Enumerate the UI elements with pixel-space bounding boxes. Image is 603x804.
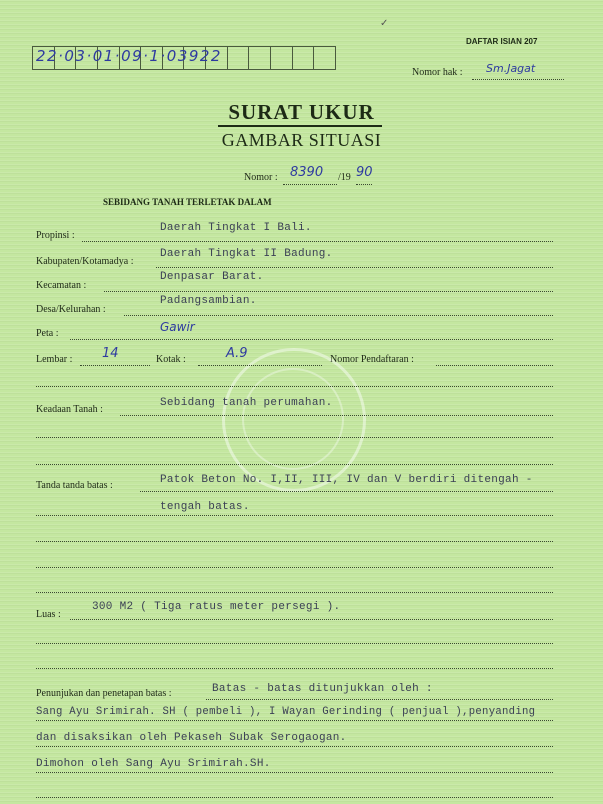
peta-line bbox=[70, 339, 553, 340]
blank-line bbox=[36, 772, 553, 773]
blank-line bbox=[36, 592, 553, 593]
nomor-hak-value: Sm.Jagat bbox=[486, 62, 536, 75]
blank-line bbox=[36, 386, 553, 387]
lembar-line bbox=[80, 365, 150, 366]
blank-line bbox=[36, 541, 553, 542]
penunjukan-line bbox=[206, 699, 553, 700]
penunjukan-label: Penunjukan dan penetapan batas : bbox=[36, 688, 172, 699]
blank-line bbox=[36, 668, 553, 669]
tanda-batas-line2: tengah batas. bbox=[160, 501, 250, 513]
kecamatan-line bbox=[104, 291, 553, 292]
form-code: DAFTAR ISIAN 207 bbox=[466, 37, 538, 46]
blank-line bbox=[36, 720, 553, 721]
year-line bbox=[356, 184, 372, 185]
tanda-batas-line bbox=[140, 491, 553, 492]
blank-line bbox=[36, 437, 553, 438]
blank-line bbox=[36, 515, 553, 516]
blank-line bbox=[36, 746, 553, 747]
desa-line bbox=[124, 315, 553, 316]
penunjukan-line3: dan disaksikan oleh Pekaseh Subak Serogaogan. bbox=[36, 732, 347, 744]
year-value: 90 bbox=[356, 165, 373, 180]
keadaan-label: Keadaan Tanah : bbox=[36, 404, 103, 415]
nomor-hak-line bbox=[472, 79, 564, 80]
kabupaten-value: Daerah Tingkat II Badung. bbox=[160, 248, 333, 260]
nomor-pendaftaran-line bbox=[436, 365, 553, 366]
blank-line bbox=[36, 797, 553, 798]
document-title: SURAT UKUR bbox=[228, 100, 375, 124]
land-code: 22·03·01·09·1·03922 bbox=[36, 47, 222, 65]
blank-line bbox=[36, 643, 553, 644]
propinsi-value: Daerah Tingkat I Bali. bbox=[160, 222, 312, 234]
official-seal-inner bbox=[242, 368, 344, 470]
desa-label: Desa/Kelurahan : bbox=[36, 304, 106, 315]
luas-line bbox=[70, 619, 553, 620]
kotak-line bbox=[198, 365, 322, 366]
luas-label: Luas : bbox=[36, 609, 61, 620]
blank-line bbox=[36, 567, 553, 568]
luas-value: 300 M2 ( Tiga ratus meter persegi ). bbox=[92, 601, 341, 613]
lembar-value: 14 bbox=[102, 346, 119, 361]
penunjukan-line2: Sang Ayu Srimirah. SH ( pembeli ), I Wayan Gerinding ( penjual ),penyanding bbox=[36, 706, 536, 718]
nomor-pendaftaran-label: Nomor Pendaftaran : bbox=[330, 354, 414, 365]
nomor-label: Nomor : bbox=[244, 172, 278, 183]
location-heading: SEBIDANG TANAH TERLETAK DALAM bbox=[103, 197, 272, 207]
kotak-label: Kotak : bbox=[156, 354, 186, 365]
propinsi-line bbox=[82, 241, 553, 242]
nomor-value: 8390 bbox=[290, 165, 324, 180]
nomor-line bbox=[283, 184, 337, 185]
keadaan-value: Sebidang tanah perumahan. bbox=[160, 397, 333, 409]
kecamatan-label: Kecamatan : bbox=[36, 280, 87, 291]
penunjukan-line4: Dimohon oleh Sang Ayu Srimirah.SH. bbox=[36, 758, 271, 770]
check-mark: ✓ bbox=[380, 18, 389, 29]
keadaan-line bbox=[120, 415, 553, 416]
kecamatan-value: Denpasar Barat. bbox=[160, 271, 264, 283]
desa-value: Padangsambian. bbox=[160, 295, 257, 307]
kotak-value: A.9 bbox=[226, 346, 248, 361]
kabupaten-line bbox=[156, 267, 553, 268]
penunjukan-line1: Batas - batas ditunjukkan oleh : bbox=[212, 683, 433, 695]
title-underline bbox=[218, 125, 382, 127]
year-prefix: /19 bbox=[338, 172, 351, 183]
nomor-hak-label: Nomor hak : bbox=[412, 67, 463, 78]
tanda-batas-line1: Patok Beton No. I,II, III, IV dan V berdiri ditengah - bbox=[160, 474, 533, 486]
document-subtitle: GAMBAR SITUASI bbox=[221, 130, 382, 150]
lembar-label: Lembar : bbox=[36, 354, 73, 365]
propinsi-label: Propinsi : bbox=[36, 230, 75, 241]
peta-value: Gawir bbox=[160, 320, 195, 334]
peta-label: Peta : bbox=[36, 328, 59, 339]
blank-line bbox=[36, 464, 553, 465]
tanda-batas-label: Tanda tanda batas : bbox=[36, 480, 113, 491]
kabupaten-label: Kabupaten/Kotamadya : bbox=[36, 256, 134, 267]
